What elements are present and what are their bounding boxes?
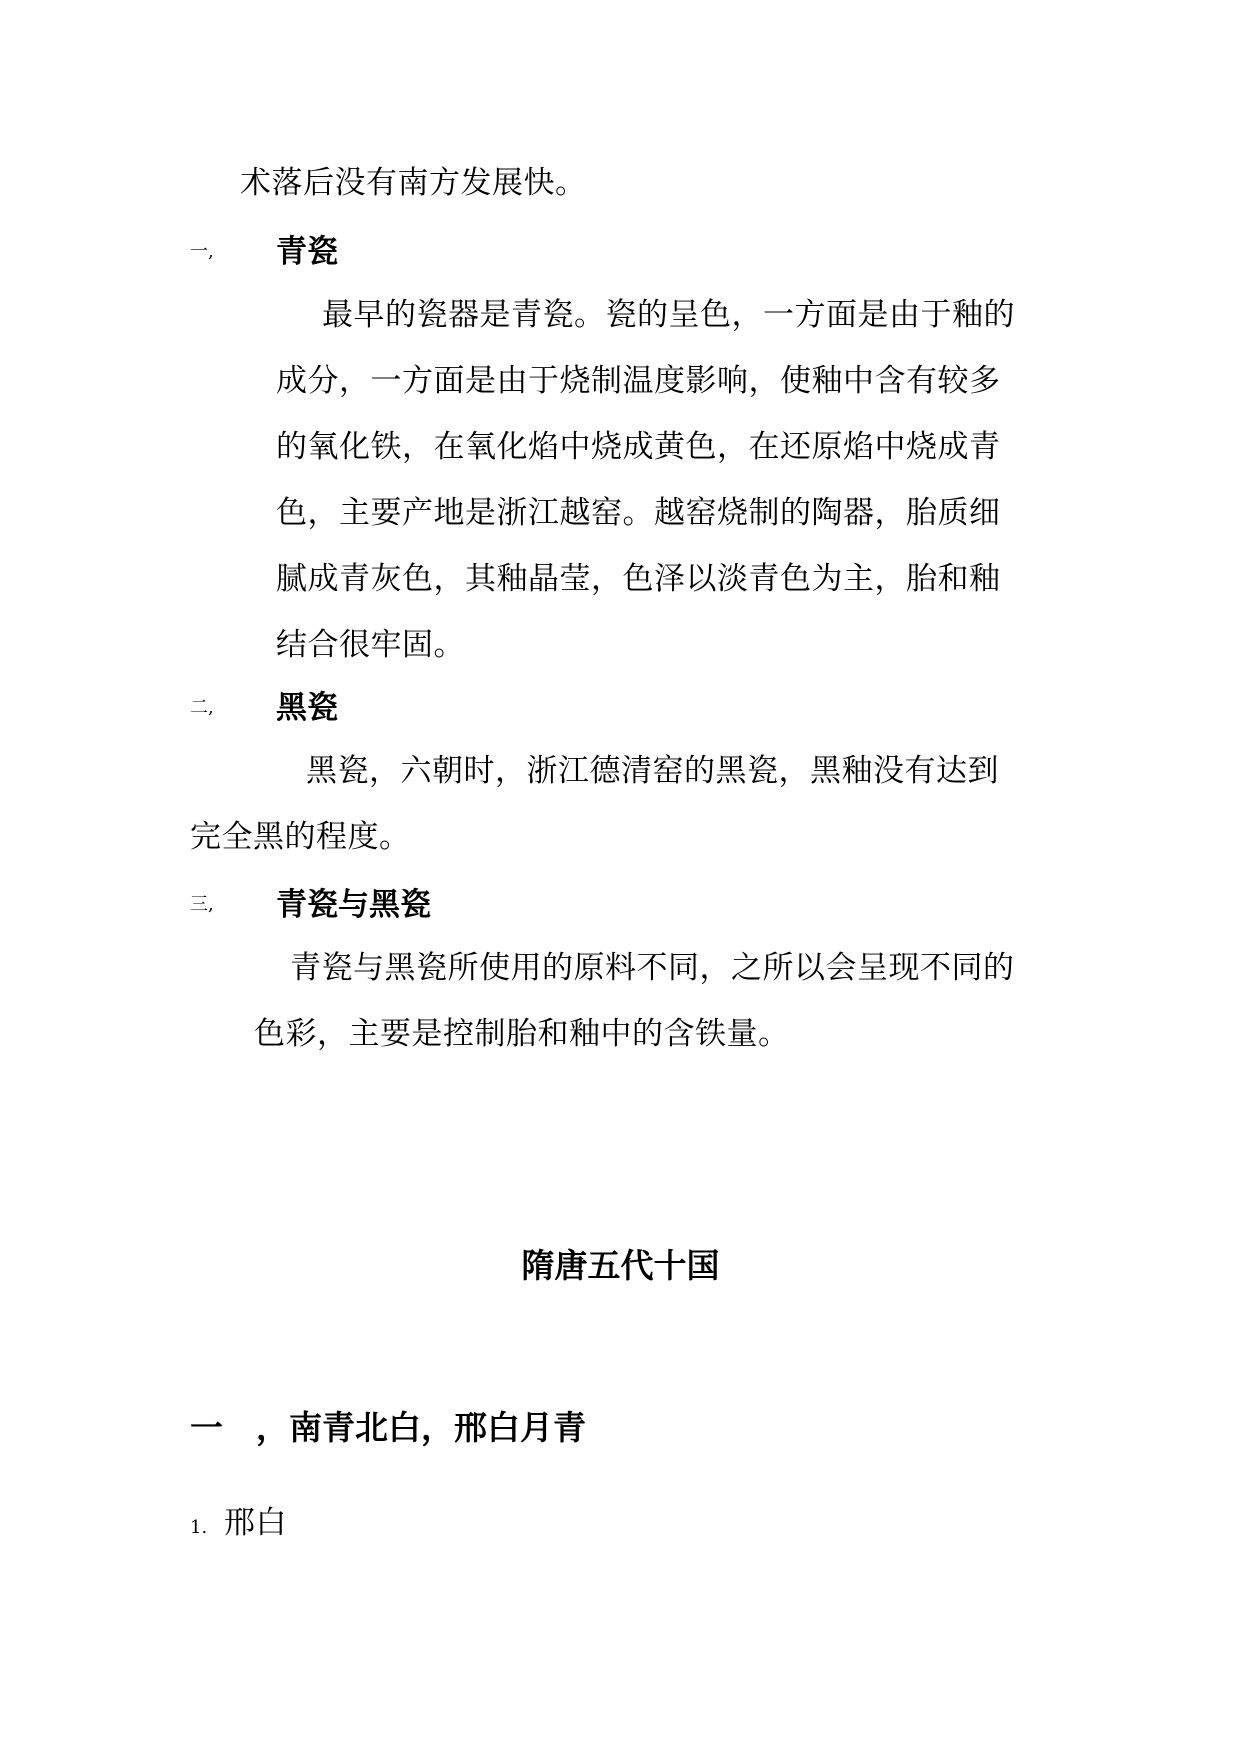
paragraph-line: 色，主要产地是浙江越窑。越窑烧制的陶器，胎质细 — [276, 495, 1001, 531]
chapter-title: 隋唐五代十国 — [521, 1246, 720, 1285]
section-heading: 青瓷与黑瓷 — [276, 887, 431, 923]
paragraph-line: 黑瓷，六朝时，浙江德清窑的黑瓷，黑釉没有达到 — [306, 753, 999, 789]
section-heading: 黑瓷 — [276, 690, 338, 726]
paragraph-line: 腻成青灰色，其釉晶莹，色泽以淡青色为主，胎和釉 — [276, 561, 1001, 597]
paragraph-line: 结合很牢固。 — [276, 627, 465, 663]
sub-item-label: 邢白 — [224, 1505, 287, 1541]
paragraph-line: 的氧化铁，在氧化焰中烧成黄色，在还原焰中烧成青 — [276, 429, 1001, 465]
section-marker: 三, — [190, 894, 214, 915]
intro-line: 术落后没有南方发展快。 — [240, 165, 587, 201]
paragraph-line: 青瓷与黑瓷所使用的原料不同，之所以会呈现不同的 — [290, 950, 1015, 986]
chapter-heading: 一 ，南青北白，邢白月青 — [190, 1408, 586, 1447]
paragraph-line: 完全黑的程度。 — [190, 819, 411, 855]
paragraph-line: 最早的瓷器是青瓷。瓷的呈色，一方面是由于釉的 — [322, 297, 1015, 333]
section-marker: 二, — [190, 697, 214, 718]
sub-item-marker: 1. — [190, 1517, 208, 1538]
paragraph-line: 成分，一方面是由于烧制温度影响，使釉中含有较多 — [276, 363, 1001, 399]
section-marker: 一, — [190, 241, 214, 262]
paragraph-line: 色彩，主要是控制胎和釉中的含铁量。 — [254, 1016, 790, 1052]
section-heading: 青瓷 — [276, 234, 338, 270]
